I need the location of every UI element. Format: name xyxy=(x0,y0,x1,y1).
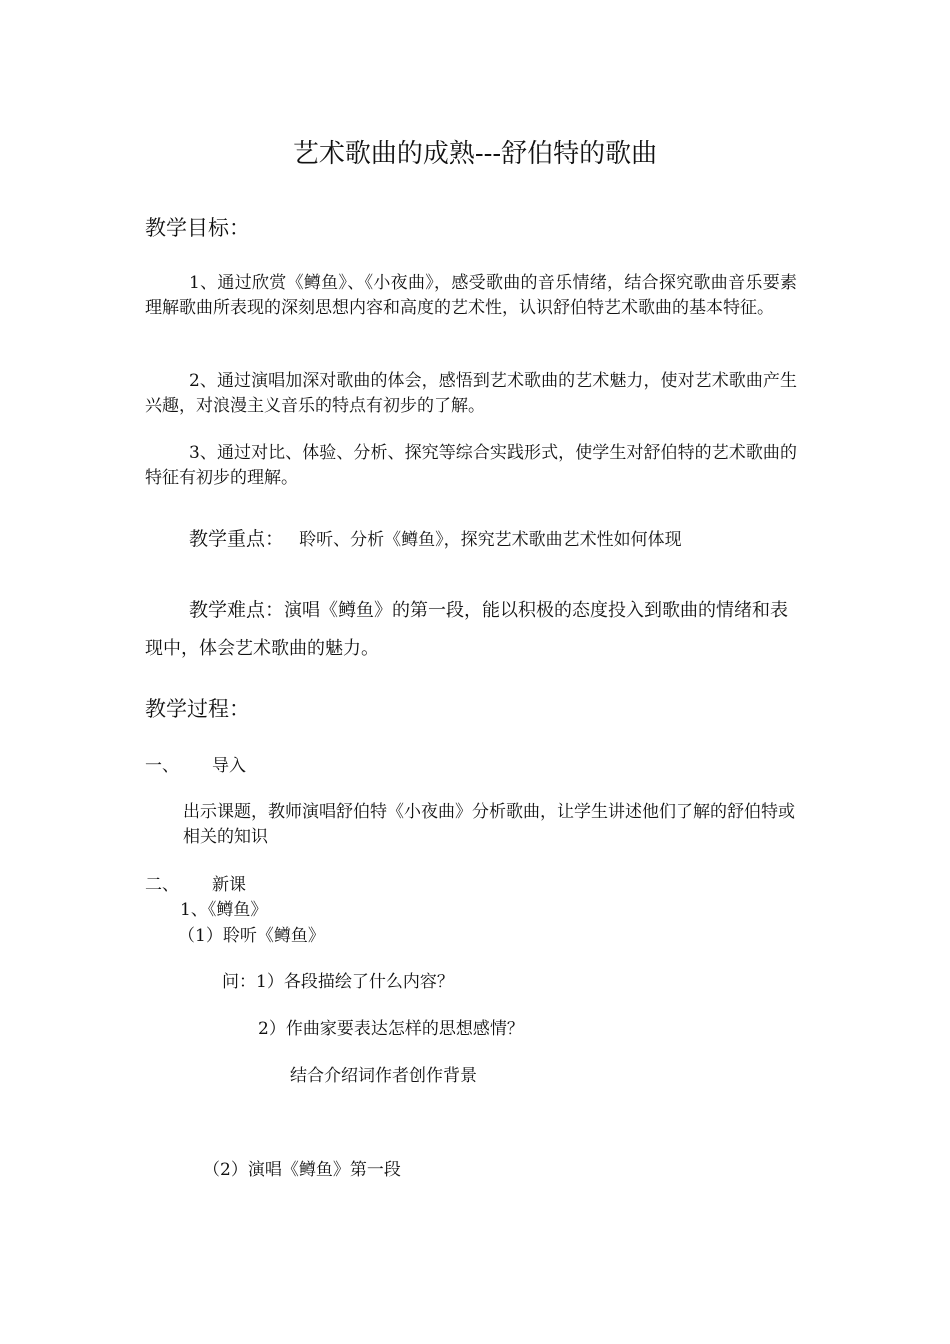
objectives-heading: 教学目标： xyxy=(145,216,250,240)
difficulty xyxy=(145,591,797,668)
key-point-label: 教学重点： xyxy=(189,528,285,550)
process-heading: 教学过程： xyxy=(145,697,250,721)
background-note: 结合介绍词作者创作背景 xyxy=(290,1066,477,1086)
question-2: 2）作曲家要表达怎样的思想感情？ xyxy=(258,1019,524,1039)
section-1-name: 导入 xyxy=(212,756,246,776)
objective-1: 1、通过欣赏《鳟鱼》、《小夜曲》，感受歌曲的音乐情绪，结合探究歌曲音乐要素理解歌曲所表现的深刻思想内容和高度的艺术性，认识舒伯特艺术歌曲的基本特征。 xyxy=(145,273,797,318)
difficulty-label: 教学难点： xyxy=(189,599,285,621)
subitem-sing: （2）演唱《鳟鱼》第一段 xyxy=(203,1160,401,1180)
key-point-text: 聆听、分析《鳟鱼》，探究艺术歌曲艺术性如何体现 xyxy=(299,530,682,550)
section-1-number: 一、 xyxy=(145,756,179,776)
question-1: 问：1）各段描绘了什么内容？ xyxy=(222,972,454,992)
key-point xyxy=(189,524,682,551)
section-1-text: 出示课题，教师演唱舒伯特《小夜曲》分析歌曲，让学生讲述他们了解的舒伯特或相关的知识 xyxy=(183,802,795,847)
section-2-number: 二、 xyxy=(145,875,179,895)
objective-3: 3、通过对比、体验、分析、探究等综合实践形式，使学生对舒伯特的艺术歌曲的特征有初步的理解。 xyxy=(145,443,797,488)
item-trout: 1、《鳟鱼》 xyxy=(180,900,268,920)
page-title: 艺术歌曲的成熟---舒伯特的歌曲 xyxy=(292,139,658,169)
section-2-name: 新课 xyxy=(212,875,246,895)
difficulty-text: 演唱《鳟鱼》的第一段，能以积极的态度投入到歌曲的情绪和表现中，体会艺术歌曲的魅力。 xyxy=(145,600,789,659)
objective-2: 2、通过演唱加深对歌曲的体会，感悟到艺术歌曲的艺术魅力，使对艺术歌曲产生兴趣，对浪漫主义音乐的特点有初步的了解。 xyxy=(145,371,797,416)
subitem-listen: （1）聆听《鳟鱼》 xyxy=(178,926,325,946)
